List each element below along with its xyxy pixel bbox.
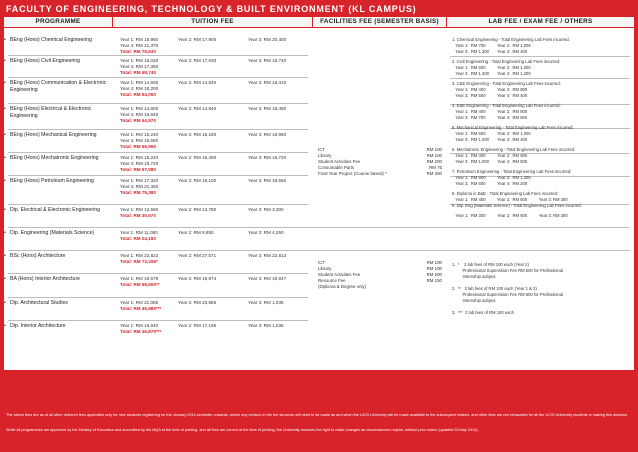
facility-label: Student Activities Fee xyxy=(318,159,361,164)
bullet-icon: • xyxy=(4,323,6,329)
tuition-y2: Year 2: RM 23,865 xyxy=(178,300,217,305)
lab-fee-notes-engineering xyxy=(452,37,582,219)
tuition-total: Total: RM 67,080 xyxy=(120,167,156,173)
bullet-icon: • xyxy=(4,253,6,259)
facility-value: RM 100 xyxy=(426,147,442,152)
programme-label: BEng (Hons) Electrical & Electronic Engineering xyxy=(10,106,92,119)
tuition-y4: Year 4: RM 18,200 xyxy=(120,86,159,92)
facility-value: RM 75 xyxy=(429,165,442,170)
tuition-y1: Year 1: RM 11,050 xyxy=(120,230,158,235)
bullet-icon: • xyxy=(4,207,6,213)
tuition-y1: Year 1: RM 15,240 xyxy=(120,132,159,137)
programme-label: Dip. Architectural Studies xyxy=(10,300,68,306)
lab-divider xyxy=(450,227,630,228)
tuition-y2: Year 2: RM 17,195 xyxy=(178,323,217,328)
header-lab: LAB FEE / EXAM FEE / OTHERS xyxy=(447,17,634,27)
tuition-total: Total: RM 59,500** xyxy=(120,282,160,288)
row-divider xyxy=(8,297,308,298)
bullet-icon: • xyxy=(4,178,6,184)
programme-label: BEng (Hons) Mechatronic Engineering xyxy=(10,155,99,161)
lab-note-line: 3. *** 2 lab fees of RM 100 each xyxy=(452,310,514,315)
row-divider xyxy=(8,273,308,274)
bullet-icon: • xyxy=(4,276,6,282)
row-divider xyxy=(8,175,308,176)
programme-name xyxy=(4,207,110,214)
tuition-y2: Year 2: RM 17,630 xyxy=(178,58,217,63)
bullet-icon: • xyxy=(4,106,6,112)
tuition-y3: Year 3: RM 1,035 xyxy=(248,323,284,328)
facility-row xyxy=(318,171,442,177)
tuition-y4: Year 4: RM 18,720 xyxy=(120,161,159,167)
tuition-y1: Year 1: RM 15,960 xyxy=(120,37,159,42)
tuition-total: Total: RM 75,380 xyxy=(120,190,156,196)
facility-label: Consumable Parts xyxy=(318,165,355,170)
lab-note-line: 9. Dip. Eng (Materials Science) - Total Engineering Lab Fees incurred: xyxy=(452,203,582,208)
lab-note-line: 1. Chemical Engineering - Total Engineering Lab Fees incurred: xyxy=(452,37,570,42)
lab-note-line: Year 1: RM 700 Year 2: RM 1,000 xyxy=(452,43,531,48)
tuition-y2: Year 2: RM 14,840 xyxy=(178,80,217,85)
facility-value: RM 200 xyxy=(426,272,442,277)
programme-name xyxy=(4,58,110,65)
programme-name xyxy=(4,300,110,307)
tuition-y3: Year 3: RM 16,720 xyxy=(248,155,287,160)
footer-note-1: The above fees are as of all other deferred fees applicable only for new students registering for the January 2014 semester onwards, where any revision in the fee structure will need to be made as and when the UCSI University will be made available to the subsequent intakes, and other fees are not exhaustive for all the UCSI University students in making this decision. xyxy=(6,413,628,417)
programme-name xyxy=(4,178,110,185)
tuition-y3: Year 3: RM 18,490 xyxy=(248,106,287,111)
facilities-block-engineering xyxy=(318,147,442,177)
lab-note-line: Year 3: RM 1,000 Year 4: RM 400 xyxy=(452,137,528,142)
tuition-y4: Year 4: RM 16,640 xyxy=(120,112,159,118)
lab-note-line: Year 3: RM 600 Year 4: RM 200 xyxy=(452,181,528,186)
lab-note-line: Year 1: RM 600 Year 2: RM 1,000 xyxy=(452,65,531,70)
lab-note-line: 4. E&E Engineering - Total Engineering Lab Fees incurred: xyxy=(452,103,561,108)
bullet-icon: • xyxy=(4,132,6,138)
page-title: FACULTY OF ENGINEERING, TECHNOLOGY & BUILT ENVIRONMENT (KL CAMPUS) xyxy=(6,4,417,14)
programme-name xyxy=(4,230,110,237)
lab-fee-notes-architecture xyxy=(452,262,563,316)
tuition-y3: Year 3: RM 3,300 xyxy=(248,207,284,212)
programme-name xyxy=(4,132,110,139)
tuition-y3: Year 3: RM 16,410 xyxy=(248,80,287,85)
bullet-icon: • xyxy=(4,300,6,306)
tuition-y3: Year 3: RM 18,740 xyxy=(248,58,287,63)
facility-label: Library xyxy=(318,153,332,158)
tuition-total: Total: RM 45,985*** xyxy=(120,306,162,312)
programme-name xyxy=(4,276,110,283)
lab-note-line: Year 1: RM 900 Year 2: RM 1,300 xyxy=(452,175,531,180)
programme-label: Dip. Electrical & Electronic Engineering xyxy=(10,207,100,213)
lab-note-line: 3. C&E Engineering - Total Engineering Lab Fees incurred: xyxy=(452,81,561,86)
tuition-total: Total: RM 36,870*** xyxy=(120,329,162,335)
tuition-y2: Year 2: RM 19,974 xyxy=(178,276,217,281)
tuition-y3: Year 3: RM 18,560 xyxy=(248,178,287,183)
programme-name xyxy=(4,80,110,94)
tuition-y1: Year 1: RM 14,600 xyxy=(120,106,159,111)
lab-note-line: 6. Mechatronic Engineering - Total Engineering Lab Fees incurred: xyxy=(452,147,576,152)
lab-divider xyxy=(450,250,630,251)
bullet-icon: • xyxy=(4,230,6,236)
programme-label: BEng (Hons) Chemical Engineering xyxy=(10,37,92,43)
programme-name xyxy=(4,253,110,260)
facility-value: RM 100 xyxy=(426,266,442,271)
facility-value: RM 200 xyxy=(426,159,442,164)
facility-label: ICT xyxy=(318,260,326,265)
programme-label: BEng (Hons) Mechanical Engineering xyxy=(10,132,97,138)
tuition-y3: Year 3: RM 20,400 xyxy=(248,37,287,42)
lab-note-line: Year 1: RM 400 Year 2: RM 800 xyxy=(452,109,528,114)
facility-label: (Diploma & Degree only) xyxy=(318,284,367,289)
tuition-y1: Year 1: RM 18,640 xyxy=(120,323,159,328)
row-divider xyxy=(8,77,308,78)
tuition-y2: Year 2: RM 8,850 xyxy=(178,230,214,235)
tuition-y2: Year 2: RM 16,180 xyxy=(178,132,217,137)
programme-name xyxy=(4,37,110,44)
facility-value: RM 100 xyxy=(426,260,442,265)
tuition-total: Total: RM 75,630 xyxy=(120,49,156,55)
tuition-y1: Year 1: RM 15,020 xyxy=(120,58,159,63)
footer-note-2: While all programmes are approved by the Ministry of Education and accredited by the MQA at the time of printing, and all fees are correct at the time of printing, the University reserves the right to make changes as circumstances require, without prior notice (updated 03 May 2014). xyxy=(6,428,479,432)
lab-note-line: Year 1: RM 400 Year 2: RM 800 xyxy=(452,87,528,92)
tuition-y1: Year 1: RM 17,320 xyxy=(120,178,159,183)
lab-note-line: Internship subject. xyxy=(452,298,497,303)
tuition-y3: Year 3: RM 1,035 xyxy=(248,300,284,305)
lab-note-line: Year 1: RM 600 Year 2: RM 1,000 xyxy=(452,131,531,136)
tuition-y2: Year 2: RM 27,571 xyxy=(178,253,217,258)
bullet-icon: • xyxy=(4,155,6,161)
tuition-y3: Year 3: RM 22,813 xyxy=(248,253,287,258)
programme-label: Dip. Engineering (Materials Science) xyxy=(10,230,95,236)
programme-name xyxy=(4,155,110,162)
lab-note-line: Year 3: RM 500 Year 4: RM 400 xyxy=(452,93,528,98)
lab-note-line: Professional Supervision Fee RM 600 for Professional xyxy=(452,268,564,273)
bullet-icon: • xyxy=(4,80,6,86)
programme-label: BSc (Hons) Architecture xyxy=(10,253,66,259)
programme-label: BEng (Hons) Petroleum Engineering xyxy=(10,178,94,184)
tuition-y1: Year 1: RM 14,600 xyxy=(120,80,159,85)
bullet-icon: • xyxy=(4,37,6,43)
tuition-y2: Year 2: RM 14,840 xyxy=(178,106,217,111)
facility-label: Resource Fee xyxy=(318,278,346,283)
lab-note-line: Year 3: RM 1,400 Year 4: RM 1,200 xyxy=(452,71,531,76)
facility-row xyxy=(318,284,442,290)
lab-note-line: Year 1: RM 400 Year 2: RM 900 xyxy=(452,153,528,158)
tuition-y4: Year 4: RM 15,580 xyxy=(120,138,159,144)
tuition-total: Total: RM 24,150 xyxy=(120,236,156,242)
tuition-y2: Year 2: RM 18,100 xyxy=(178,178,217,183)
tuition-y3: Year 3: RM 4,250 xyxy=(248,230,284,235)
lab-note-line: 2. Civil Engineering - Total Engineering Lab Fees incurred: xyxy=(452,59,561,64)
row-divider xyxy=(8,204,308,205)
programme-label: BEng (Hons) Civil Engineering xyxy=(10,58,81,64)
lab-note-line: 8. Diploma in E&E - Total Engineering Lab Fees incurred: xyxy=(452,191,559,196)
programme-label: Dip. Interior Architecture xyxy=(10,323,66,329)
tuition-y3: Year 3: RM 18,960 xyxy=(248,132,287,137)
header-facilities: FACILITIES FEE (SEMESTER BASIS) xyxy=(313,17,446,27)
row-divider xyxy=(8,152,308,153)
lab-note-line: 2. ** 2 lab fees of RM 100 each (Year 1 & 2) xyxy=(452,286,537,291)
lab-note-line: 1. * 2 lab fees of RM 100 each (Year 2) xyxy=(452,262,529,267)
programme-label: BEng (Hons) Communication & Electronic Engineering xyxy=(10,80,107,93)
tuition-y1: Year 1: RM 21,085 xyxy=(120,300,159,305)
row-divider xyxy=(8,55,308,56)
facility-label: Library xyxy=(318,266,332,271)
header-programme: PROGRAMME xyxy=(4,17,112,27)
tuition-y4: Year 4: RM 17,350 xyxy=(120,64,159,70)
tuition-total: Total: RM 73,206* xyxy=(120,259,158,265)
lab-note-line: Year 3: RM 1,300 Year 4: RM 400 xyxy=(452,49,528,54)
tuition-y1: Year 1: RM 15,240 xyxy=(120,155,159,160)
lab-note-line: Year 1: RM 400 Year 2: RM 600 Year 3: RM 300 xyxy=(452,197,568,202)
tuition-total: Total: RM 64,570 xyxy=(120,118,156,124)
tuition-total: Total: RM 64,050 xyxy=(120,92,156,98)
lab-note-line: Year 3: RM 700 Year 4: RM 500 xyxy=(452,115,528,120)
tuition-y2: Year 2: RM 16,400 xyxy=(178,155,217,160)
facility-value: RM 150 xyxy=(426,278,442,283)
tuition-y4: Year 4: RM 21,370 xyxy=(120,43,159,49)
tuition-y3: Year 3: RM 19,947 xyxy=(248,276,287,281)
tuition-y2: Year 2: RM 13,780 xyxy=(178,207,217,212)
tuition-y1: Year 1: RM 13,590 xyxy=(120,207,159,212)
lab-note-line: 5. Mechanical Engineering - Total Engineering Lab Fees incurred: xyxy=(452,125,574,130)
programme-label: BA (Hons) Interior Architecture xyxy=(10,276,81,282)
facilities-block-architecture xyxy=(318,260,442,290)
tuition-y1: Year 1: RM 22,822 xyxy=(120,253,159,258)
lab-note-line: Professional Supervision Fee RM 600 for Professional xyxy=(452,292,564,297)
row-divider xyxy=(8,129,308,130)
facility-value: RM 100 xyxy=(426,153,442,158)
facility-label: Student Activities Fee xyxy=(318,272,361,277)
lab-note-line: Year 1: RM 300 Year 2: RM 600 Year 3: RM 300 xyxy=(452,213,568,218)
facility-value: RM 300 xyxy=(426,171,442,176)
row-divider xyxy=(8,320,308,321)
programme-name xyxy=(4,106,110,120)
facility-label: Final Year Project (Course based) * xyxy=(318,171,387,176)
tuition-y2: Year 2: RM 17,900 xyxy=(178,37,217,42)
tuition-total: Total: RM 68,740 xyxy=(120,70,156,76)
lab-note-line: Internship subject. xyxy=(452,274,497,279)
lab-note-line: 7. Petroleum Engineering - Total Engineering Lab Fees incurred: xyxy=(452,169,572,174)
programme-name xyxy=(4,323,110,330)
header-tuition: TUITION FEE xyxy=(113,17,312,27)
lab-note-line: Year 3: RM 1,000 Year 4: RM 500 xyxy=(452,159,528,164)
tuition-y4: Year 4: RM 21,400 xyxy=(120,184,159,190)
facility-label: ICT xyxy=(318,147,326,152)
tuition-total: Total: RM 30,670 xyxy=(120,213,156,219)
tuition-y1: Year 1: RM 19,579 xyxy=(120,276,159,281)
bullet-icon: • xyxy=(4,58,6,64)
row-divider xyxy=(8,103,308,104)
tuition-total: Total: RM 65,960 xyxy=(120,144,156,150)
